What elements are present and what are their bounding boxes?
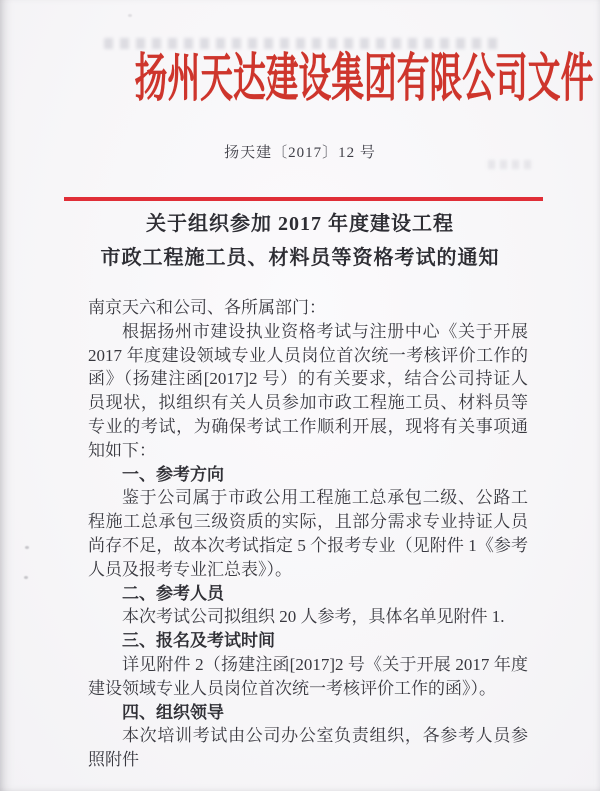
document-title-line1: 关于组织参加 2017 年度建设工程 <box>146 213 454 235</box>
body-paragraph: 详见附件 2（扬建注函[2017]2 号《关于开展 2017 年度建设领域专业人员岗位首次统一考核评价工作的函》）。 <box>88 654 528 698</box>
section-heading-1: 一、参考方向 <box>122 464 224 484</box>
section-heading-4: 四、组织领导 <box>122 702 224 722</box>
body-paragraph: 本次考试公司拟组织 20 人参考，具体名单见附件 1. <box>122 607 505 627</box>
document-title-line2: 市政工程施工员、材料员等资格考试的通知 <box>100 247 500 269</box>
document-title <box>0 207 600 275</box>
body-paragraph: 鉴于公司属于市政公用工程施工总承包二级、公路工程施工总承包三级资质的实际，且部分需求专业持证人员尚存不足，故本次考试指定 5 个报考专业（见附件 1《参考人员及报考专业汇总表》）。 <box>88 488 528 579</box>
scan-speck <box>24 576 28 579</box>
red-divider-rule <box>64 197 543 201</box>
document-number: 扬天建〔2017〕12 号 <box>224 145 376 161</box>
scan-speck <box>25 546 29 549</box>
letterhead-company-title: 扬州天达建设集团有限公司文件 <box>134 51 594 108</box>
section-heading-3: 三、报名及考试时间 <box>122 631 275 651</box>
bleed-through-text-artifact <box>104 38 502 49</box>
body-paragraph: 本次培训考试由公司办公室负责组织，各参考人员参照附件 <box>88 726 528 770</box>
document-body <box>88 296 528 772</box>
body-paragraph: 根据扬州市建设执业资格考试与注册中心《关于开展 2017 年度建设领域专业人员岗位首次统一考核评价工作的函》（扬建注函[2017]2 号）的有关要求，结合公司持证人员现状，拟组织有关人员参加市政工程施工员、材料员等专业的考试，为确保考试工作顺利开展，现将有关事项通知如下： <box>88 321 528 460</box>
scan-speck <box>128 14 132 17</box>
recipient-line: 南京天六和公司、各所属部门： <box>88 298 326 317</box>
letterhead <box>0 50 600 110</box>
section-heading-2: 二、参考人员 <box>122 583 224 603</box>
